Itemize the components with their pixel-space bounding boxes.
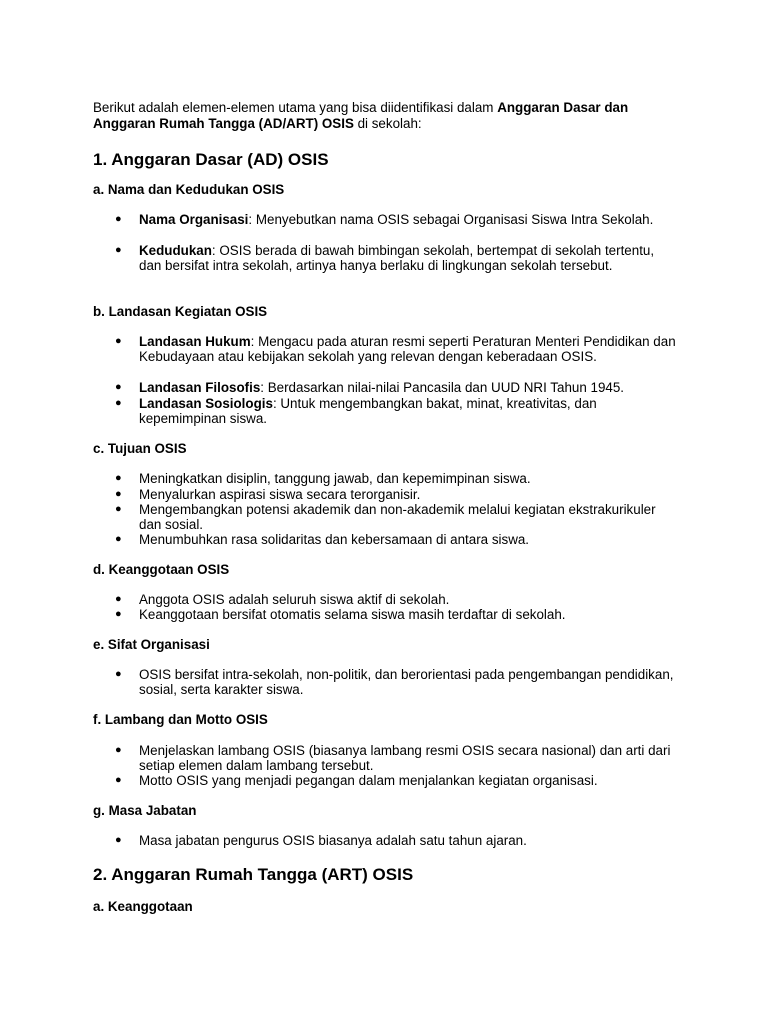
list-item — [139, 773, 679, 788]
list-item-text: : Mengacu pada aturan resmi seperti Peraturan Menteri Pendidikan dan Kebudayaan atau kebijakan sekolah yang relevan dengan keberadaan OSIS. — [139, 334, 676, 365]
subsection-heading: a. Nama dan Kedudukan OSIS — [93, 182, 285, 197]
list-item-text: Meningkatkan disiplin, tanggung jawab, dan kepemimpinan siswa. — [139, 471, 531, 486]
list-item-text: Menyalurkan aspirasi siswa secara terorganisir. — [139, 487, 421, 502]
list-item-term: Nama Organisasi — [139, 212, 249, 227]
list-item — [139, 212, 679, 227]
section-heading: 2. Anggaran Rumah Tangga (ART) OSIS — [93, 865, 414, 884]
list-item-text: : OSIS berada di bawah bimbingan sekolah, bertempat di sekolah tertentu, dan bersifat intra sekolah, artinya hanya berlaku di lingkungan sekolah tersebut. — [139, 243, 655, 274]
intro-paragraph — [93, 100, 693, 132]
list-item — [139, 380, 679, 395]
list-item-text: : Menyebutkan nama OSIS sebagai Organisasi Siswa Intra Sekolah. — [248, 212, 654, 227]
list-item-text: Menumbuhkan rasa solidaritas dan kebersamaan di antara siswa. — [139, 532, 530, 547]
subsection-heading: e. Sifat Organisasi — [93, 637, 210, 652]
list-item — [139, 607, 679, 622]
intro-text-end: di sekolah: — [353, 116, 422, 131]
list-item-text: Motto OSIS yang menjadi pegangan dalam menjalankan kegiatan organisasi. — [139, 773, 598, 788]
list-item-text: Anggota OSIS adalah seluruh siswa aktif di sekolah. — [139, 592, 450, 607]
list-item — [139, 471, 679, 486]
section-heading: 1. Anggaran Dasar (AD) OSIS — [93, 150, 329, 169]
list-item — [139, 396, 679, 427]
list-item — [139, 502, 679, 533]
list-item-term: Landasan Sosiologis — [139, 396, 273, 411]
list-item — [139, 532, 679, 547]
list-item-term: Kedudukan — [139, 243, 212, 258]
list-item-text: Menjelaskan lambang OSIS (biasanya lambang resmi OSIS secara nasional) dan arti dari setiap elemen dalam lambang tersebut. — [139, 743, 671, 774]
subsection-heading: f. Lambang dan Motto OSIS — [93, 712, 268, 727]
list-item — [139, 592, 679, 607]
list-item-text: Keanggotaan bersifat otomatis selama siswa masih terdaftar di sekolah. — [139, 607, 566, 622]
list-item-text: : Untuk mengembangkan bakat, minat, kreativitas, dan kepemimpinan siswa. — [139, 396, 597, 427]
subsection-heading: b. Landasan Kegiatan OSIS — [93, 304, 268, 319]
list-item — [139, 243, 679, 274]
list-item-text: Mengembangkan potensi akademik dan non-akademik melalui kegiatan ekstrakurikuler dan sosial. — [139, 502, 656, 533]
subsection-heading: c. Tujuan OSIS — [93, 441, 187, 456]
list-item — [139, 487, 679, 502]
list-item-term: Landasan Filosofis — [139, 380, 261, 395]
list-item — [139, 833, 679, 848]
intro-text: Berikut adalah elemen-elemen utama yang bisa diidentifikasi dalam — [93, 100, 498, 115]
intro-bold-text: Anggaran Dasar dan Anggaran Rumah Tangga (AD/ART) OSIS — [93, 100, 629, 131]
list-item — [139, 743, 679, 774]
list-item — [139, 667, 679, 698]
subsection-heading: g. Masa Jabatan — [93, 803, 197, 818]
list-item-term: Landasan Hukum — [139, 334, 251, 349]
list-item — [139, 334, 679, 365]
list-item-text: OSIS bersifat intra-sekolah, non-politik, dan berorientasi pada pengembangan pendidikan, sosial, serta karakter siswa. — [139, 667, 674, 698]
subsection-heading: d. Keanggotaan OSIS — [93, 562, 230, 577]
subsection-heading: a. Keanggotaan — [93, 899, 193, 914]
list-item-text: : Berdasarkan nilai-nilai Pancasila dan UUD NRI Tahun 1945. — [260, 380, 625, 395]
list-item-text: Masa jabatan pengurus OSIS biasanya adalah satu tahun ajaran. — [139, 833, 527, 848]
